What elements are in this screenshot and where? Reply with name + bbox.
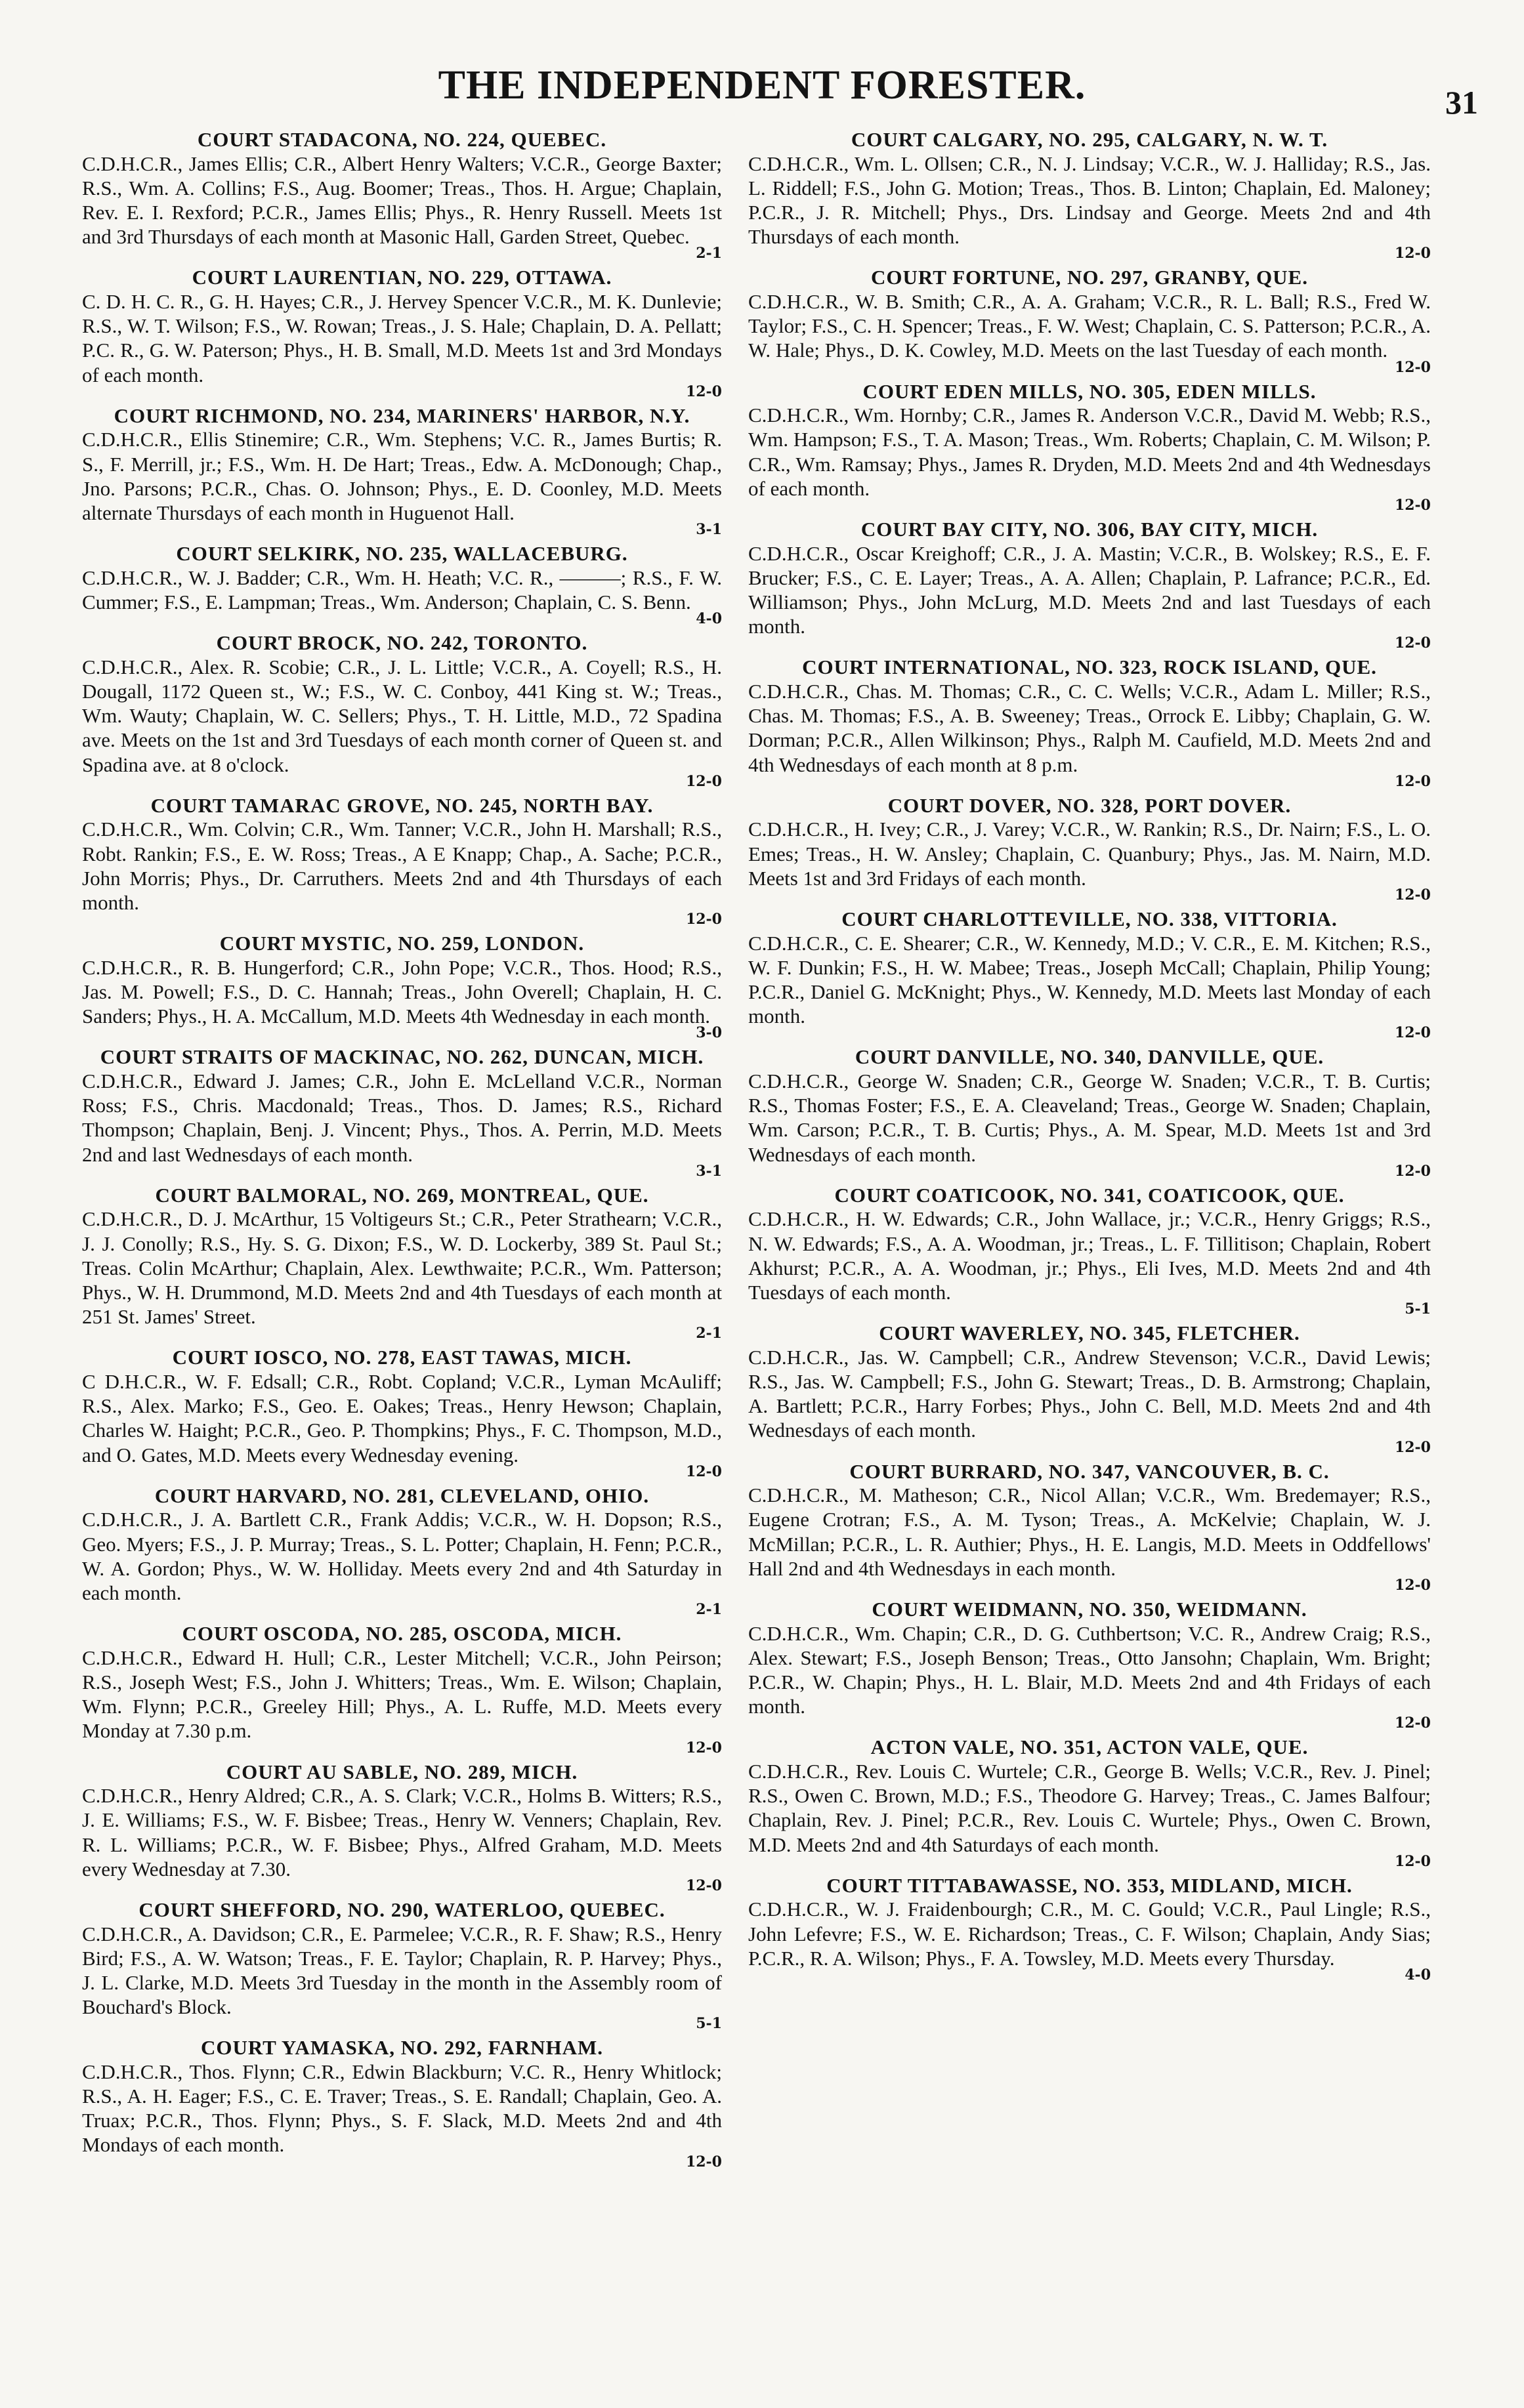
court-heading: COURT CHARLOTTEVILLE, NO. 338, VITTORIA.: [841, 907, 1338, 930]
court-officers: C.D.H.C.R., Wm. L. Ollsen; C.R., N. J. Lindsay; V.C.R., W. J. Halliday; R.S., Jas. L. Riddell; F.S., John G. Motion; Treas., Thos. B. Linton; Chaplain, Ed. Maloney; P.C.R., J. R. Mitchell; Phys., Drs. Lindsay and George. Meets 2nd and 4th Thursdays of each month.: [748, 152, 1431, 249]
court-entry: [748, 907, 1431, 1040]
court-code: 3-1: [696, 521, 722, 539]
court-officers: C.D.H.C.R., D. J. McArthur, 15 Voltigeurs St.; C.R., Peter Strathearn; V.C.R., J. J. Conolly; R.S., Hy. S. G. Dixon; F.S., W. D. Lockerby, 389 St. Paul St.; Treas. Colin McArthur; Chaplain, Alex. Lewthwaite; P.C.R., Wm. Patterson; Phys., W. H. Drummond, M.D. Meets 2nd and 4th Tuesdays of each month at 251 St. James' Street.: [82, 1207, 722, 1329]
court-officers: C.D.H.C.R., Edward H. Hull; C.R., Lester Mitchell; V.C.R., John Peirson; R.S., Joseph West; F.S., John J. Whitters; Treas., Wm. E. Wilson; Chaplain, Wm. Flynn; P.C.R., Greeley Hill; Phys., A. L. Ruffe, M.D. Meets every Monday at 7.30 p.m.: [82, 1646, 722, 1743]
court-officers: C.D.H.C.R., Edward J. James; C.R., John E. McLelland V.C.R., Norman Ross; F.S., Chris. Macdonald; Treas., Thos. D. James; R.S., Richard Thompson; Chaplain, Benj. J. Vincent; Phys., Thos. A. Perrin, M.D. Meets 2nd and last Wednesdays of each month.: [82, 1069, 722, 1166]
court-entry: [748, 1598, 1431, 1730]
court-code: 12-0: [1394, 245, 1431, 262]
court-code: 3-0: [696, 1024, 722, 1042]
court-code: 4-0: [1405, 1966, 1431, 1983]
court-code: 5-1: [1405, 1300, 1431, 1318]
court-officers: C.D.H.C.R., W. B. Smith; C.R., A. A. Graham; V.C.R., R. L. Ball; R.S., Fred W. Taylor; F.S., C. H. Spencer; Treas., F. W. West; Chaplain, C. S. Patterson; P.C.R., A. W. Hale; Phys., D. K. Cowley, M.D. Meets on the last Tuesday of each month.: [748, 290, 1431, 362]
court-code: 12-0: [685, 2153, 722, 2170]
court-entry: [748, 128, 1431, 260]
court-heading: COURT STRAITS OF MACKINAC, NO. 262, DUNCAN, MICH.: [100, 1045, 704, 1069]
court-heading: COURT BALMORAL, NO. 269, MONTREAL, QUE.: [155, 1183, 649, 1207]
court-officers: C.D.H.C.R., Rev. Louis C. Wurtele; C.R., George B. Wells; V.C.R., Rev. J. Pinel; R.S., Owen C. Brown, M.D.; F.S., Theodore G. Harvey; Treas., C. James Balfour; Chaplain, Rev. J. Pinel; P.C.R., Rev. Louis C. Wurtele; Phys., Owen C. Brown, M.D. Meets 2nd and 4th Saturdays of each month.: [748, 1759, 1431, 1856]
court-heading: COURT HARVARD, NO. 281, CLEVELAND, OHIO.: [154, 1484, 650, 1507]
court-officers: C.D.H.C.R., Wm. Chapin; C.R., D. G. Cuthbertson; V.C. R., Andrew Craig; R.S., Alex. Stewart; F.S., Joseph Benson; Treas., Otto Jansohn; Chaplain, Wm. Bright; P.C.R., W. Chapin; Phys., H. L. Blair, M.D. Meets 2nd and 4th Fridays of each month.: [748, 1621, 1431, 1718]
court-code: 12-0: [685, 1463, 722, 1480]
court-officers: C.D.H.C.R., W. J. Badder; C.R., Wm. H. Heath; V.C. R., ———; R.S., F. W. Cummer; F.S., E. Lampman; Treas., Wm. Anderson; Chaplain, C. S. Benn.: [82, 566, 722, 613]
court-officers: C.D.H.C.R., Oscar Kreighoff; C.R., J. A. Mastin; V.C.R., B. Wolskey; R.S., E. F. Brucker; F.S., C. E. Layer; Treas., A. A. Allen; Chaplain, P. Lafrance; P.C.R., Ed. Williamson; Phys., John McLurg, M.D. Meets 2nd and last Tuesdays of each month.: [748, 541, 1431, 638]
court-officers: C.D.H.C.R., Wm. Colvin; C.R., Wm. Tanner; V.C.R., John H. Marshall; R.S., Robt. Rankin; F.S., E. W. Ross; Treas., A E Knapp; Chap., A. Sache; P.C.R., John Morris; Phys., Dr. Carruthers. Meets 2nd and 4th Thursdays of each month.: [82, 818, 722, 914]
court-heading: COURT FORTUNE, NO. 297, GRANBY, QUE.: [871, 266, 1308, 289]
court-code: 12-0: [1394, 1438, 1431, 1456]
court-entry: [82, 1346, 722, 1478]
court-entry: [748, 1460, 1431, 1592]
court-code: 12-0: [1394, 1162, 1431, 1180]
court-officers: C.D.H.C.R., J. A. Bartlett C.R., Frank Addis; V.C.R., W. H. Dopson; R.S., Geo. Myers; F.S., J. P. Murray; Treas., S. L. Potter; Chaplain, H. Fenn; P.C.R., W. A. Gordon; Phys., W. W. Holliday. Meets every 2nd and 4th Saturday in each month.: [82, 1508, 722, 1604]
court-entry: [748, 1321, 1431, 1454]
court-entry: [748, 655, 1431, 788]
court-heading: COURT LAURENTIAN, NO. 229, OTTAWA.: [192, 266, 612, 289]
court-officers: C.D.H.C.R., Alex. R. Scobie; C.R., J. L. Little; V.C.R., A. Coyell; R.S., H. Dougall, 1172 Queen st., W.; F.S., W. C. Conboy, 441 King st. W.; Treas., Wm. Wauty; Chaplain, W. C. Sellers; Phys., T. H. Little, M.D., 72 Spadina ave. Meets on the 1st and 3rd Tuesdays of each month corner of Queen st. and Spadina ave. at 8 o'clock.: [82, 655, 722, 776]
court-entry: [82, 932, 722, 1040]
court-officers: C.D.H.C.R., M. Matheson; C.R., Nicol Allan; V.C.R., Wm. Bredemayer; R.S., Eugene Crotran; F.S., A. M. Tyson; Treas., A. McKelvie; Chaplain, W. J. McMillan; P.C.R., L. R. Authier; Phys., H. E. Langis, M.D. Meets in Oddfellows' Hall 2nd and 4th Wednesdays in each month.: [748, 1484, 1431, 1580]
court-heading: COURT BURRARD, NO. 347, VANCOUVER, B. C.: [849, 1459, 1330, 1483]
court-heading: COURT CALGARY, NO. 295, CALGARY, N. W. T.: [851, 128, 1328, 151]
court-heading: COURT BROCK, NO. 242, TORONTO.: [216, 631, 588, 655]
court-heading: COURT RICHMOND, NO. 234, MARINERS' HARBOR, N.Y.: [114, 404, 690, 427]
page-title: THE INDEPENDENT FORESTER.: [438, 63, 1086, 108]
court-officers: C.D.H.C.R., R. B. Hungerford; C.R., John Pope; V.C.R., Thos. Hood; R.S., Jas. M. Powell; F.S., D. C. Hannah; Treas., John Overell; Chaplain, H. C. Sanders; Phys., H. A. McCallum, M.D. Meets 4th Wednesday in each month.: [82, 955, 722, 1028]
court-officers: C D.H.C.R., W. F. Edsall; C.R., Robt. Copland; V.C.R., Lyman McAuliff; R.S., Alex. Marko; F.S., Geo. E. Oakes; Treas., Henry Hewson; Chaplain, Charles W. Haight; P.C.R., Geo. P. Thompkins; Phys., F. C. Thompson, M.D., and O. Gates, M.D. Meets every Wednesday evening.: [82, 1369, 722, 1466]
court-entry: [748, 1874, 1431, 1982]
court-code: 12-0: [1394, 358, 1431, 376]
court-heading: COURT STADACONA, NO. 224, QUEBEC.: [197, 128, 607, 151]
court-code: 5-1: [696, 2015, 722, 2033]
court-code: 12-0: [685, 911, 722, 928]
court-code: 12-0: [1394, 772, 1431, 790]
court-entry: [82, 1898, 722, 2031]
court-code: 12-0: [685, 1877, 722, 1894]
court-entry: [82, 542, 722, 626]
court-entry: [748, 518, 1431, 650]
court-entry: [748, 1045, 1431, 1178]
court-heading: COURT DOVER, NO. 328, PORT DOVER.: [887, 793, 1292, 817]
right-column: [748, 128, 1431, 2359]
left-column: [82, 128, 722, 2359]
court-heading: COURT DANVILLE, NO. 340, DANVILLE, QUE.: [855, 1045, 1324, 1069]
court-code: 2-1: [696, 245, 722, 262]
court-code: 12-0: [685, 383, 722, 400]
court-entry: [748, 266, 1431, 374]
court-code: 12-0: [1394, 634, 1431, 652]
court-officers: C.D.H.C.R., Wm. Hornby; C.R., James R. Anderson V.C.R., David M. Webb; R.S., Wm. Hampson; F.S., T. A. Mason; Treas., Wm. Roberts; Chaplain, C. M. Wilson; P. C.R., Wm. Ramsay; Phys., James R. Dryden, M.D. Meets 2nd and 4th Wednesdays of each month.: [748, 404, 1431, 500]
court-officers: C.D.H.C.R., Jas. W. Campbell; C.R., Andrew Stevenson; V.C.R., David Lewis; R.S., Jas. W. Campbell; F.S., John G. Stewart; Treas., D. B. Armstrong; Chaplain, A. Bartlett; P.C.R., Harry Forbes; Phys., John C. Bell, M.D. Meets 2nd and 4th Wednesdays of each month.: [748, 1345, 1431, 1442]
court-officers: C. D. H. C. R., G. H. Hayes; C.R., J. Hervey Spencer V.C.R., M. K. Dunlevie; R.S., W. T. Wilson; F.S., W. Rowan; Treas., J. S. Hale; Chaplain, D. A. Pellatt; P.C. R., G. W. Paterson; Phys., H. B. Small, M.D. Meets 1st and 3rd Mondays of each month.: [82, 290, 722, 386]
court-entry: [82, 631, 722, 789]
court-heading: COURT EDEN MILLS, NO. 305, EDEN MILLS.: [862, 379, 1317, 403]
court-entry: [82, 1622, 722, 1754]
court-entry: [82, 1484, 722, 1617]
court-officers: C.D.H.C.R., Henry Aldred; C.R., A. S. Clark; V.C.R., Holms B. Witters; R.S., J. E. Williams; F.S., W. F. Bisbee; Treas., Henry W. Venners; Chaplain, Rev. R. L. Williams; P.C.R., W. F. Bisbee; Phys., Alfred Graham, M.D. Meets every Wednesday at 7.30.: [82, 1784, 722, 1880]
court-entry: [82, 794, 722, 926]
court-officers: C.D.H.C.R., A. Davidson; C.R., E. Parmelee; V.C.R., R. F. Shaw; R.S., Henry Bird; F.S., A. W. Watson; Treas., F. E. Taylor; Chaplain, R. P. Harvey; Phys., J. L. Clarke, M.D. Meets 3rd Tuesday in the month in the Assembly room of Bouchard's Block.: [82, 1922, 722, 2019]
court-entry: [82, 128, 722, 260]
court-entry: [82, 266, 722, 398]
court-entry: [748, 1735, 1431, 1868]
court-heading: COURT WAVERLEY, NO. 345, FLETCHER.: [879, 1321, 1300, 1345]
court-code: 12-0: [1394, 1024, 1431, 1042]
court-officers: C.D.H.C.R., George W. Snaden; C.R., George W. Snaden; V.C.R., T. B. Curtis; R.S., Thomas Foster; F.S., E. A. Cleaveland; Treas., George W. Snaden; Chaplain, Wm. Carson; P.C.R., T. B. Curtis; Phys., A. M. Spear, M.D. Meets 1st and 3rd Wednesdays of each month.: [748, 1069, 1431, 1166]
court-code: 12-0: [685, 1739, 722, 1756]
court-code: 12-0: [1394, 886, 1431, 903]
court-entry: [748, 1184, 1431, 1316]
court-heading: COURT YAMASKA, NO. 292, FARNHAM.: [200, 2036, 604, 2060]
court-heading: COURT BAY CITY, NO. 306, BAY CITY, MICH.: [860, 517, 1319, 541]
court-officers: C.D.H.C.R., Thos. Flynn; C.R., Edwin Blackburn; V.C. R., Henry Whitlock; R.S., A. H. Eager; F.S., C. E. Traver; Treas., S. E. Randall; Chaplain, Geo. A. Truax; P.C.R., Thos. Flynn; Phys., S. F. Slack, M.D. Meets 2nd and 4th Mondays of each month.: [82, 2060, 722, 2157]
court-officers: C.D.H.C.R., W. J. Fraidenbourgh; C.R., M. C. Gould; V.C.R., Paul Lingle; R.S., John Lefevre; F.S., W. E. Richardson; Treas., C. F. Wilson; Chaplain, Andy Sias; P.C.R., R. A. Wilson; Phys., F. A. Towsley, M.D. Meets every Thursday.: [748, 1898, 1431, 1970]
court-heading: COURT SHEFFORD, NO. 290, WATERLOO, QUEBEC.: [138, 1898, 666, 1921]
court-officers: C.D.H.C.R., Chas. M. Thomas; C.R., C. C. Wells; V.C.R., Adam L. Miller; R.S., Chas. M. Thomas; F.S., A. B. Sweeney; Treas., Orrock E. Libby; Chaplain, G. W. Dorman; P.C.R., Allen Wilkinson; Phys., Ralph M. Caufield, M.D. Meets 2nd and 4th Wednesdays of each month at 8 p.m.: [748, 680, 1431, 776]
court-code: 12-0: [1394, 1714, 1431, 1732]
court-code: 12-0: [1394, 1852, 1431, 1870]
court-officers: C.D.H.C.R., James Ellis; C.R., Albert Henry Walters; V.C.R., George Baxter; R.S., Wm. A. Collins; F.S., Aug. Boomer; Treas., Thos. H. Argue; Chaplain, Rev. E. I. Rexford; P.C.R., James Ellis; Phys., R. Henry Russell. Meets 1st and 3rd Thursdays of each month at Masonic Hall, Garden Street, Quebec.: [82, 152, 722, 249]
court-officers: C.D.H.C.R., C. E. Shearer; C.R., W. Kennedy, M.D.; V. C.R., E. M. Kitchen; R.S., W. F. Dunkin; F.S., H. W. Mabee; Treas., Joseph McCall; Chaplain, Philip Young; P.C.R., Daniel G. McKnight; Phys., W. Kennedy, M.D. Meets last Monday of each month.: [748, 931, 1431, 1028]
court-heading: COURT WEIDMANN, NO. 350, WEIDMANN.: [872, 1597, 1307, 1621]
court-code: 2-1: [696, 1601, 722, 1619]
court-officers: C.D.H.C.R., H. Ivey; C.R., J. Varey; V.C.R., W. Rankin; R.S., Dr. Nairn; F.S., L. O. Emes; Treas., H. W. Ansley; Chaplain, C. Quanbury; Phys., Jas. M. Nairn, M.D. Meets 1st and 3rd Fridays of each month.: [748, 818, 1431, 890]
court-heading: COURT TAMARAC GROVE, NO. 245, NORTH BAY.: [150, 793, 654, 817]
court-entry: [82, 404, 722, 537]
court-code: 3-1: [696, 1162, 722, 1180]
page-number: 31: [1445, 84, 1478, 121]
court-entry: [82, 2036, 722, 2169]
court-officers: C.D.H.C.R., H. W. Edwards; C.R., John Wallace, jr.; V.C.R., Henry Griggs; R.S., N. W. Edwards; F.S., A. A. Woodman, jr.; Treas., L. F. Tillitison; Chaplain, Robert Akhurst; P.C.R., A. A. Woodman, jr.; Phys., Eli Ives, M.D. Meets 2nd and 4th Tuesdays of each month.: [748, 1207, 1431, 1304]
court-heading: COURT AU SABLE, NO. 289, MICH.: [226, 1760, 578, 1783]
court-heading: COURT OSCODA, NO. 285, OSCODA, MICH.: [182, 1622, 622, 1646]
court-heading: COURT SELKIRK, NO. 235, WALLACEBURG.: [176, 542, 628, 566]
court-heading: COURT TITTABAWASSE, NO. 353, MIDLAND, MICH.: [826, 1873, 1353, 1897]
court-entry: [82, 1045, 722, 1178]
court-code: 12-0: [685, 772, 722, 790]
court-code: 2-1: [696, 1325, 722, 1342]
court-entry: [82, 1184, 722, 1341]
page-header: [0, 62, 1524, 121]
court-code: 4-0: [696, 610, 722, 628]
court-heading: COURT IOSCO, NO. 278, EAST TAWAS, MICH.: [172, 1346, 632, 1369]
court-heading: ACTON VALE, NO. 351, ACTON VALE, QUE.: [870, 1735, 1309, 1759]
court-entry: [748, 794, 1431, 902]
court-heading: COURT MYSTIC, NO. 259, LONDON.: [219, 932, 585, 955]
court-entry: [748, 380, 1431, 512]
court-code: 12-0: [1394, 496, 1431, 514]
court-entry: [82, 1760, 722, 1893]
court-heading: COURT INTERNATIONAL, NO. 323, ROCK ISLAND, QUE.: [802, 655, 1377, 679]
court-heading: COURT COATICOOK, NO. 341, COATICOOK, QUE.: [834, 1183, 1345, 1207]
court-code: 12-0: [1394, 1576, 1431, 1594]
court-officers: C.D.H.C.R., Ellis Stinemire; C.R., Wm. Stephens; V.C. R., James Burtis; R. S., F. Merrill, jr.; F.S., Wm. H. De Hart; Treas., Edw. A. McDonough; Chap., Jno. Parsons; P.C.R., Chas. O. Johnson; Phys., E. D. Coonley, M.D. Meets alternate Thursdays of each month in Huguenot Hall.: [82, 428, 722, 524]
